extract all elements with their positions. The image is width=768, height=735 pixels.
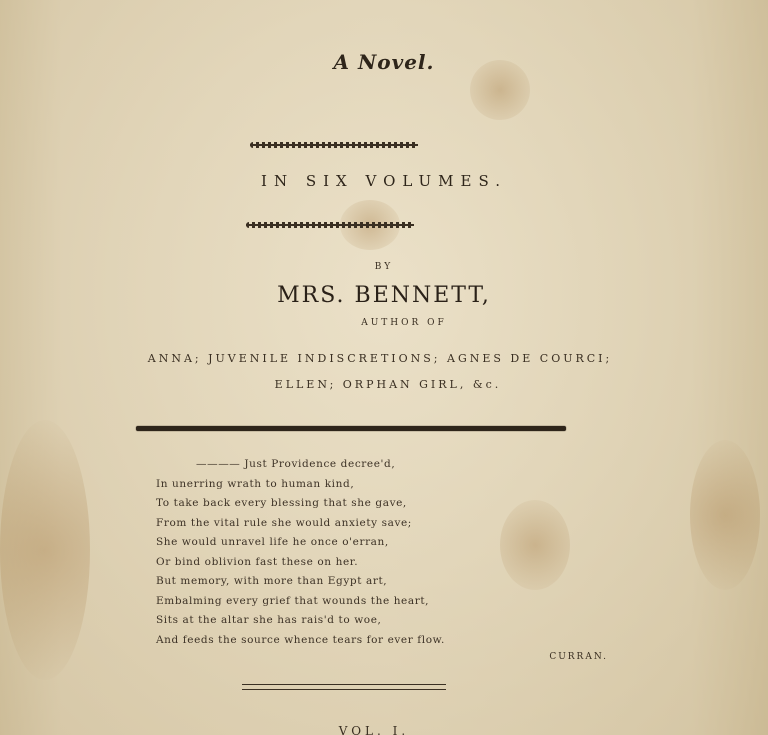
ornamental-rule-top <box>250 142 418 148</box>
epigraph-line: In unerring wrath to human kind, <box>156 477 355 490</box>
by-label: BY <box>374 262 394 272</box>
epigraph-line: But memory, with more than Egypt art, <box>156 575 388 587</box>
epigraph-line: Sits at the altar she has rais'd to woe, <box>156 614 382 626</box>
subtitle: A Novel. <box>333 50 435 74</box>
thin-divider <box>242 684 446 690</box>
epigraph-attribution: CURRAN. <box>549 652 608 662</box>
thick-divider <box>136 426 566 431</box>
epigraph-line: And feeds the source whence tears for ever flow. <box>156 633 445 646</box>
epigraph-line: Embalming every grief that wounds the heart, <box>156 594 430 607</box>
foxing-stain <box>690 440 760 590</box>
works-list-line-1: ANNA; JUVENILE INDISCRETIONS; AGNES DE COURCI; <box>147 352 613 365</box>
epigraph-line: To take back every blessing that she gave, <box>156 497 407 509</box>
epigraph <box>156 455 616 662</box>
volume-number: VOL. I. <box>338 724 410 735</box>
epigraph-line: Or bind oblivion fast these on her. <box>156 555 359 568</box>
author-of-label: AUTHOR OF <box>361 318 447 328</box>
volumes-label: IN SIX VOLUMES. <box>261 172 507 190</box>
foxing-stain <box>0 420 90 680</box>
works-list-line-2: ELLEN; ORPHAN GIRL, &c. <box>274 378 502 391</box>
epigraph-line: She would unravel life he once o'erran, <box>156 536 389 548</box>
epigraph-line: From the vital rule she would anxiety save; <box>156 516 412 529</box>
author-name: MRS. BENNETT, <box>277 283 491 308</box>
ornamental-rule-bottom <box>246 222 414 228</box>
epigraph-line: ———— Just Providence decree'd, <box>196 458 396 470</box>
